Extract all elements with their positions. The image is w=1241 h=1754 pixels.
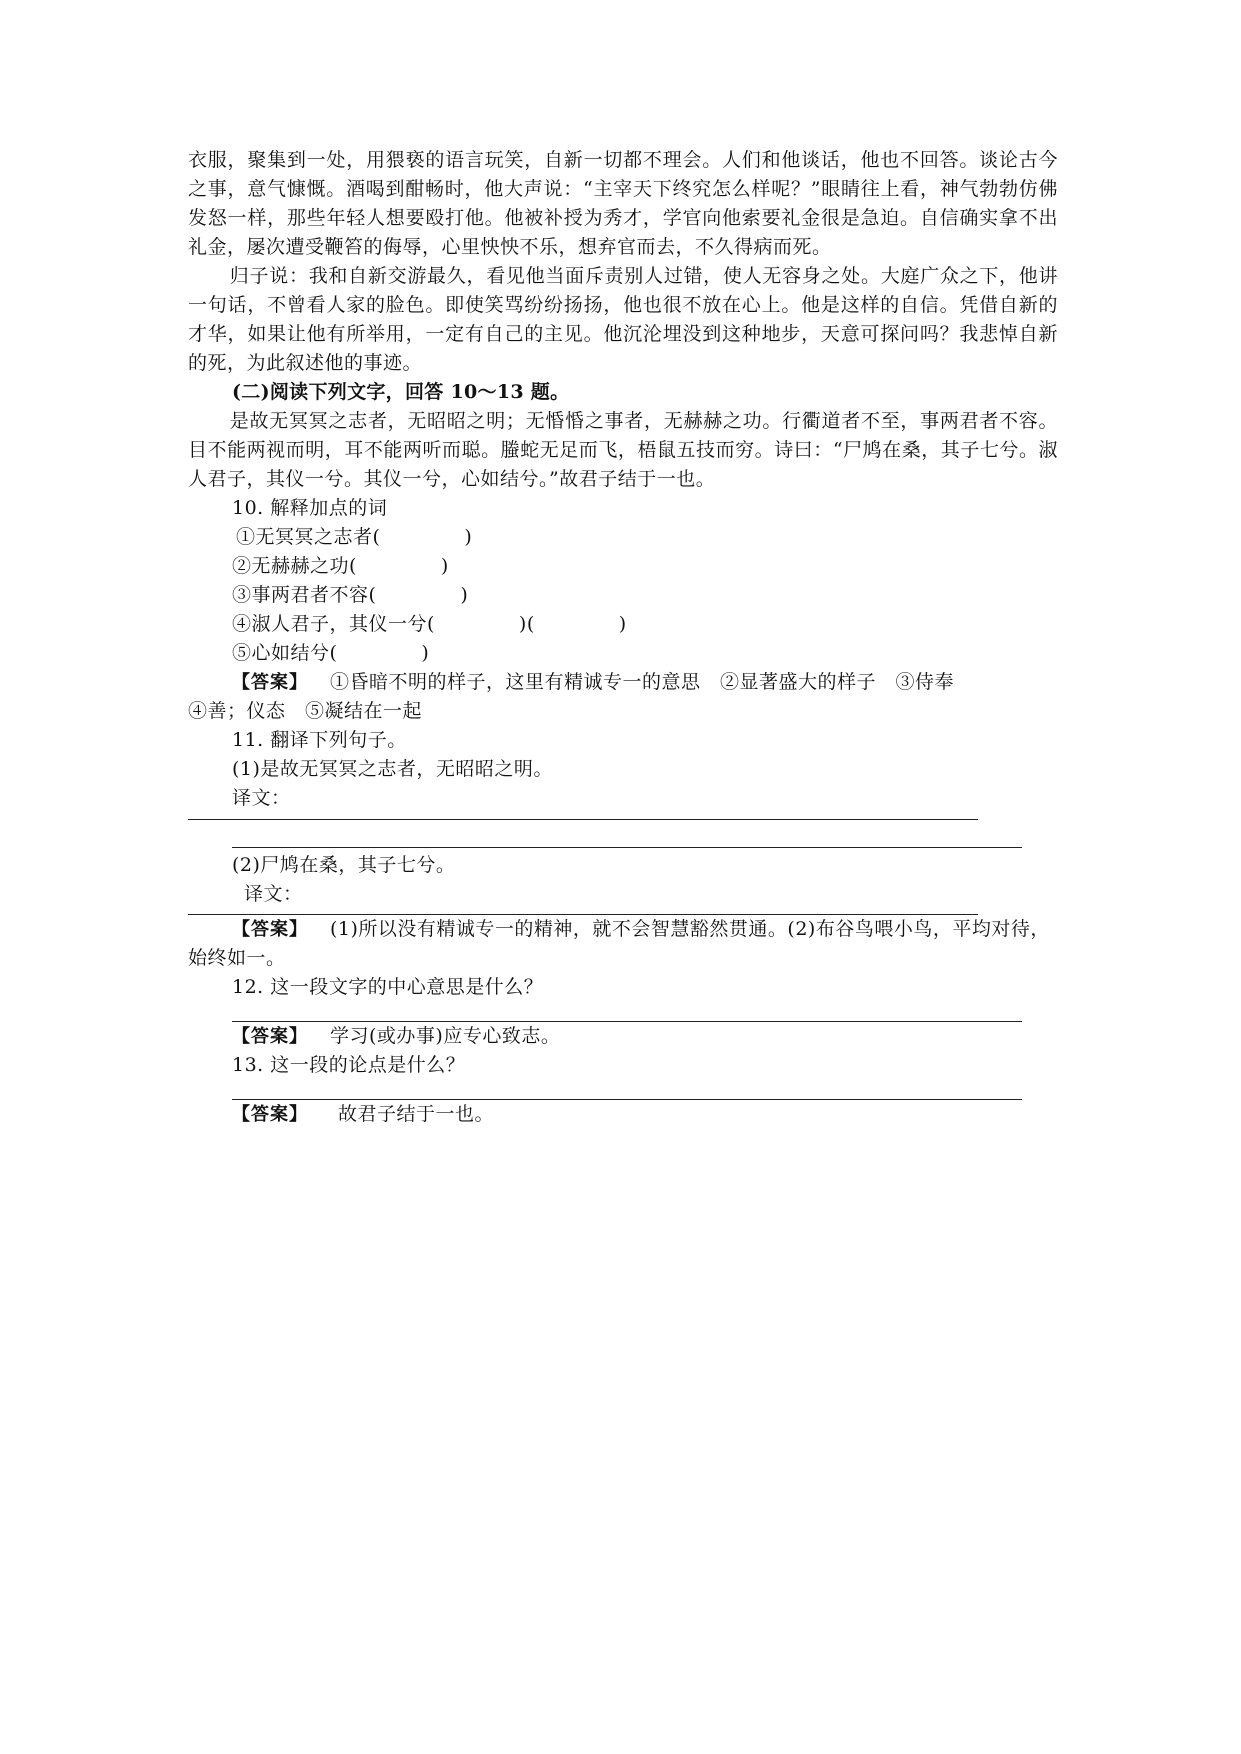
q11-translation-label-2: 译文： bbox=[244, 883, 303, 905]
q10-item-2-close: ) bbox=[440, 555, 449, 577]
question-12-title: 12. 这一段文字的中心意思是什么？ bbox=[232, 976, 544, 998]
q10-item-3-close: ) bbox=[460, 584, 469, 606]
q10-item-4-text: ④淑人君子，其仪一兮( bbox=[232, 613, 435, 635]
q10-answer bbox=[188, 668, 1058, 697]
q10-item-5-close: ) bbox=[421, 642, 430, 664]
q11-sentence-1: (1)是故无冥冥之志者，无昭昭之明。 bbox=[232, 758, 553, 780]
text-column bbox=[188, 146, 1058, 1129]
question-10-title: 10. 解释加点的词 bbox=[232, 497, 388, 519]
q10-item-2 bbox=[232, 552, 1058, 581]
q10-answer-line-1: ①昏暗不明的样子，这里有精诚专一的意思 ②显著盛大的样子 ③侍奉 bbox=[330, 671, 955, 693]
q10-item-5 bbox=[232, 639, 1058, 668]
q11-sentence-2: (2)尸鸠在桑，其子七兮。 bbox=[232, 854, 456, 876]
q10-item-1-text: ①无冥冥之志者( bbox=[236, 526, 381, 548]
q10-item-3-text: ③事两君者不容( bbox=[232, 584, 377, 606]
question-13-title: 13. 这一段的论点是什么？ bbox=[232, 1054, 466, 1076]
q12-answer-text: 学习(或办事)应专心致志。 bbox=[330, 1025, 561, 1047]
q10-item-1-close: ) bbox=[464, 526, 473, 548]
q10-item-5-text: ⑤心如结兮( bbox=[232, 642, 338, 664]
q12-answer bbox=[188, 1022, 1058, 1051]
passage-paragraph-1: 衣服，聚集到一处，用猥亵的语言玩笑，自新一切都不理会。人们和他谈话，他也不回答。谈论古今之事，意气慷慨。酒喝到酣畅时，他大声说：“主宰天下终究怎么样呢？”眼睛往上看，神气勃勃仿佛发怒一样，那些年轻人想要殴打他。他被补授为秀才，学官向他索要礼金很是急迫。自信确实拿不出礼金，屡次遭受鞭笞的侮辱，心里怏怏不乐，想弃官而去，不久得病而死。 bbox=[188, 149, 1058, 258]
q10-answer-tag: 【答案】 bbox=[232, 672, 308, 693]
q11-translation-label-1: 译文： bbox=[232, 787, 291, 809]
passage-paragraph-2: 归子说：我和自新交游最久，看见他当面斥责别人过错，使人无容身之处。大庭广众之下，他讲一句话，不曾看人家的脸色。即使笑骂纷纷扬扬，他也很不放在心上。他是这样的自信。凭借自新的才华，如果让他有所举用，一定有自己的主见。他沉沦埋没到这种地步，天意可探问吗？我悲悼自新的死，为此叙述他的事迹。 bbox=[188, 265, 1058, 374]
q10-item-1 bbox=[236, 523, 1058, 552]
q10-item-4-mid: )( bbox=[518, 613, 535, 635]
section-heading: (二)阅读下列文字，回答 10～13 题。 bbox=[232, 381, 570, 403]
q11-answer-tag: 【答案】 bbox=[232, 919, 308, 940]
q10-item-2-text: ②无赫赫之功( bbox=[232, 555, 357, 577]
q13-answer bbox=[188, 1100, 1058, 1129]
classical-text: 是故无冥冥之志者，无昭昭之明；无惛惛之事者，无赫赫之功。行衢道者不至，事两君者不容。目不能两视而明，耳不能两听而聪。螣蛇无足而飞，梧鼠五技而穷。诗曰：“尸鸠在桑，其子七兮。淑人君子，其仪一兮。其仪一兮，心如结兮。”故君子结于一也。 bbox=[188, 410, 1058, 490]
q13-answer-tag: 【答案】 bbox=[232, 1104, 308, 1125]
q10-item-3 bbox=[232, 581, 1058, 610]
q10-item-4-close: ) bbox=[618, 613, 627, 635]
q11-answer-text: (1)所以没有精诚专一的精神，就不会智慧豁然贯通。(2)布谷鸟喂小鸟，平均对待，始终如一。 bbox=[188, 918, 1050, 969]
q12-answer-tag: 【答案】 bbox=[232, 1026, 308, 1047]
question-11-title: 11. 翻译下列句子。 bbox=[232, 729, 407, 751]
q11-answer bbox=[188, 915, 1058, 973]
q13-answer-text: 故君子结于一也。 bbox=[338, 1103, 495, 1125]
q10-item-4 bbox=[232, 610, 1058, 639]
q10-answer-line-2: ④善；仪态 ⑤凝结在一起 bbox=[188, 700, 423, 722]
